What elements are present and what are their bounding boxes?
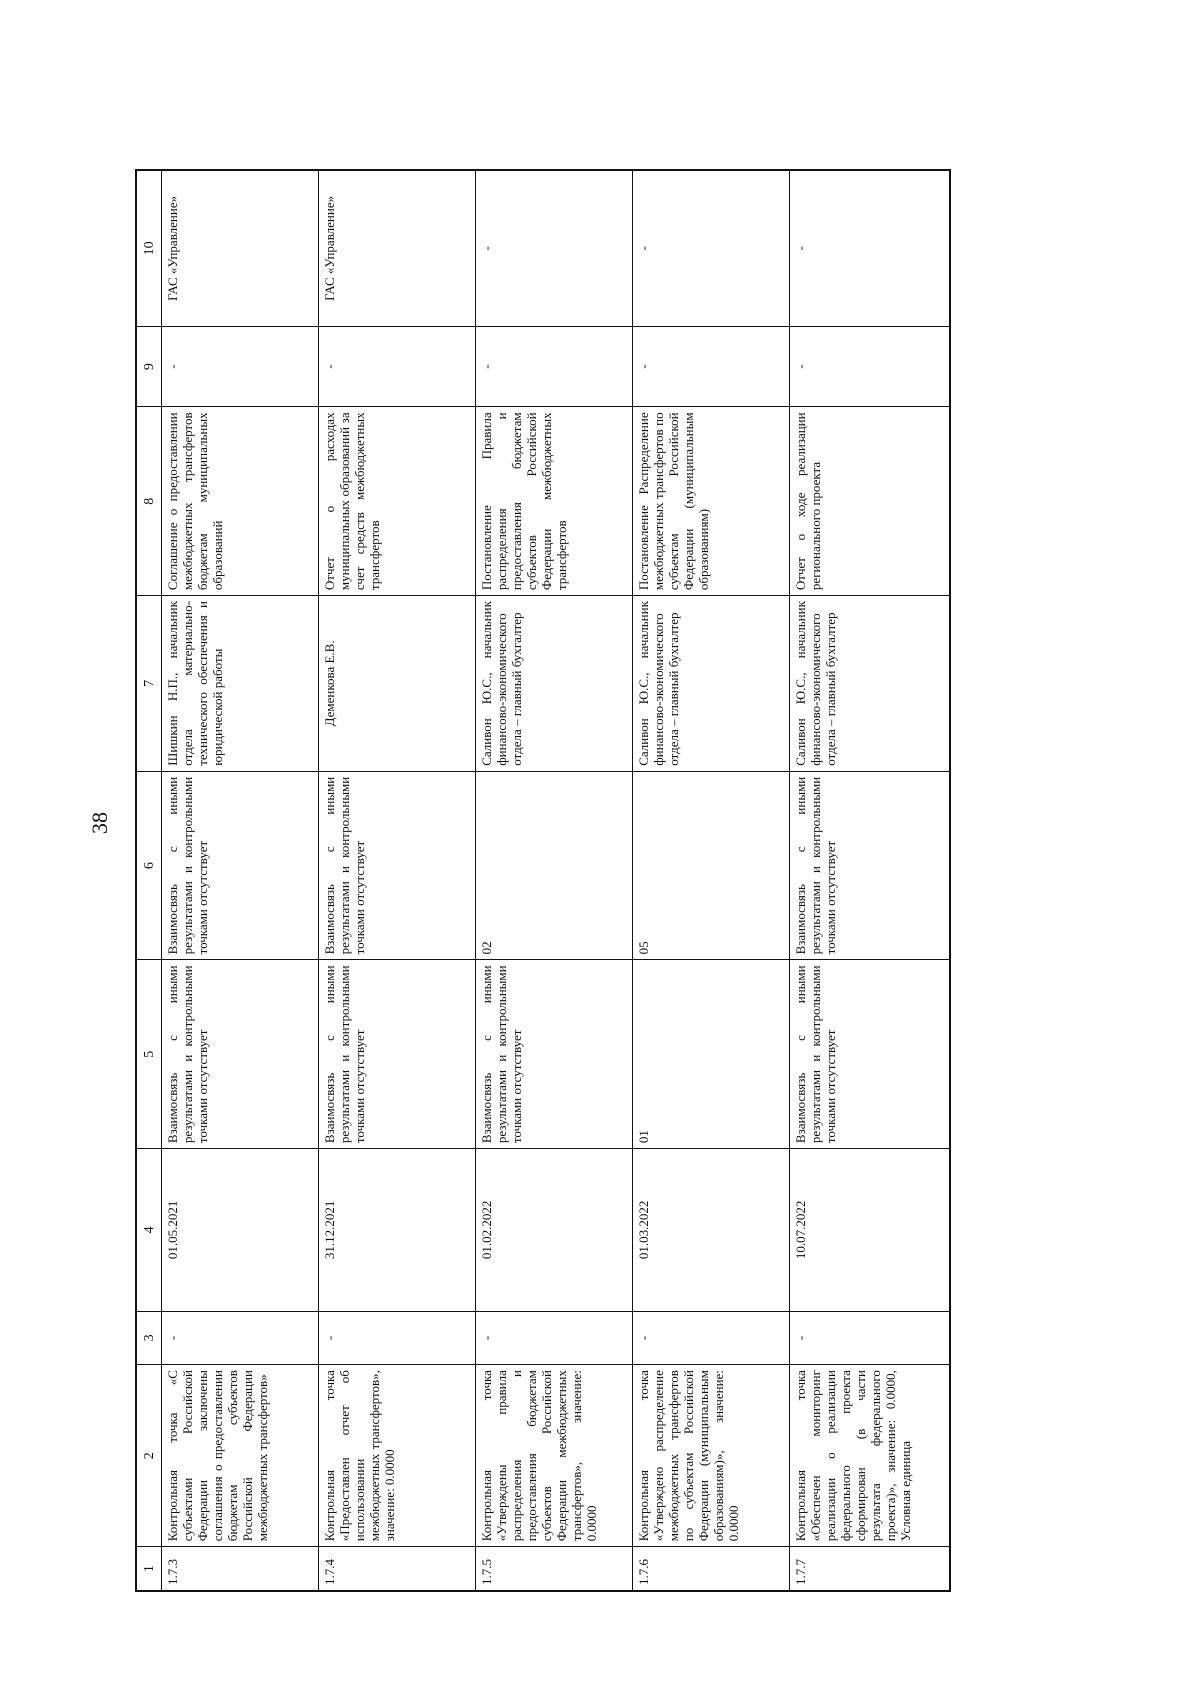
row-number: 1.7.4 [319,1547,476,1591]
col-header-8: 8 [136,407,162,596]
cell-col-5: Взаимосвязь с иными результатами и контрольными точками отсутствует [790,960,950,1149]
col-header-10: 10 [136,170,162,326]
date-cell: 01.03.2022 [633,1149,790,1312]
cell-col-6: Взаимосвязь с иными результатами и контрольными точками отсутствует [319,771,476,960]
col-header-2: 2 [136,1365,162,1547]
col-header-1: 1 [136,1547,162,1591]
row-number: 1.7.7 [790,1547,950,1591]
date-cell: 01.05.2021 [162,1149,319,1312]
cell-col-5: Взаимосвязь с иными результатами и контрольными точками отсутствует [319,960,476,1149]
cell-col-5: 01 [633,960,790,1149]
document-type: Отчет о ходе реализации регионального проекта [790,407,950,596]
control-point-name: Контрольная точка «Обеспечен мониторинг реализации о реализации федерального проекта сформирован (в части результата федерального проекта)», значение: 0.0000, Условная единица [790,1365,950,1547]
responsible-person: Деменкова Е.В. [319,596,476,772]
information-system: ГАС «Управление» [319,170,476,326]
header-row [136,170,162,1591]
cell-col-9: - [476,326,633,407]
information-system: - [790,170,950,326]
responsible-person: Саливон Ю.С., начальник финансово-экономического отдела – главный бухгалтер [476,596,633,772]
table-row [476,170,633,1591]
col-header-6: 6 [136,771,162,960]
row-number: 1.7.6 [633,1547,790,1591]
col-header-4: 4 [136,1149,162,1312]
cell-col-6: Взаимосвязь с иными результатами и контрольными точками отсутствует [790,771,950,960]
cell-col-9: - [790,326,950,407]
page-number: 38 [87,812,112,834]
document-type: Соглашение о предоставлении межбюджетных трансфертов бюджетам муниципальных образований [162,407,319,596]
row-number: 1.7.3 [162,1547,319,1591]
date-cell: 31.12.2021 [319,1149,476,1312]
document-type: Отчет о расходах муниципальных образований за счет средств межбюджетных трансфертов [319,407,476,596]
col-header-5: 5 [136,960,162,1149]
cell-col-3: - [319,1311,476,1364]
cell-col-6: 05 [633,771,790,960]
responsible-person: Шишкин Н.П., начальник отдела материально-технического обеспечения и юридической работы [162,596,319,772]
col-header-3: 3 [136,1311,162,1364]
col-header-7: 7 [136,596,162,772]
table-row [162,170,319,1591]
table-container [135,169,942,1592]
cell-col-9: - [162,326,319,407]
cell-col-9: - [319,326,476,407]
cell-col-5: Взаимосвязь с иными результатами и контрольными точками отсутствует [162,960,319,1149]
control-point-name: Контрольная точка «Предоставлен отчет об использовании межбюджетных трансфертов», значение: 0.0000 [319,1365,476,1547]
cell-col-6: Взаимосвязь с иными результатами и контрольными точками отсутствует [162,771,319,960]
control-point-name: Контрольная точка «Утверждены правила распределения и предоставления бюджетам субъектов Российской Федерации межбюджетных трансфертов», значение: 0.0000 [476,1365,633,1547]
row-number: 1.7.5 [476,1547,633,1591]
control-point-name: Контрольная точка «С субъектами Российской Федерации заключены соглашения о предоставлении бюджетам субъектов Российской Федерации межбюджетных трансфертов» [162,1365,319,1547]
cell-col-3: - [162,1311,319,1364]
control-point-name: Контрольная точка «Утверждено распределение межбюджетных трансфертов по субъектам Российской Федерации (муниципальным образованиям)», значение: 0.0000 [633,1365,790,1547]
cell-col-5: Взаимосвязь с иными результатами и контрольными точками отсутствует [476,960,633,1149]
document-type: Постановление Распределение межбюджетных трансфертов по субъектам Российской Федерации (муниципальным образованиям) [633,407,790,596]
table-row [319,170,476,1591]
col-header-9: 9 [136,326,162,407]
information-system: ГАС «Управление» [162,170,319,326]
cell-col-3: - [476,1311,633,1364]
table-row [790,170,950,1591]
responsible-person: Саливон Ю.С., начальник финансово-экономического отдела – главный бухгалтер [790,596,950,772]
date-cell: 10.07.2022 [790,1149,950,1312]
control-points-table [135,169,951,1592]
information-system: - [633,170,790,326]
cell-col-3: - [633,1311,790,1364]
document-type: Постановление Правила распределения и предоставления бюджетам субъектов Российской Федерации межбюджетных трансфертов [476,407,633,596]
cell-col-6: 02 [476,771,633,960]
cell-col-9: - [633,326,790,407]
responsible-person: Саливон Ю.С., начальник финансово-экономического отдела – главный бухгалтер [633,596,790,772]
information-system: - [476,170,633,326]
date-cell: 01.02.2022 [476,1149,633,1312]
cell-col-3: - [790,1311,950,1364]
table-row [633,170,790,1591]
